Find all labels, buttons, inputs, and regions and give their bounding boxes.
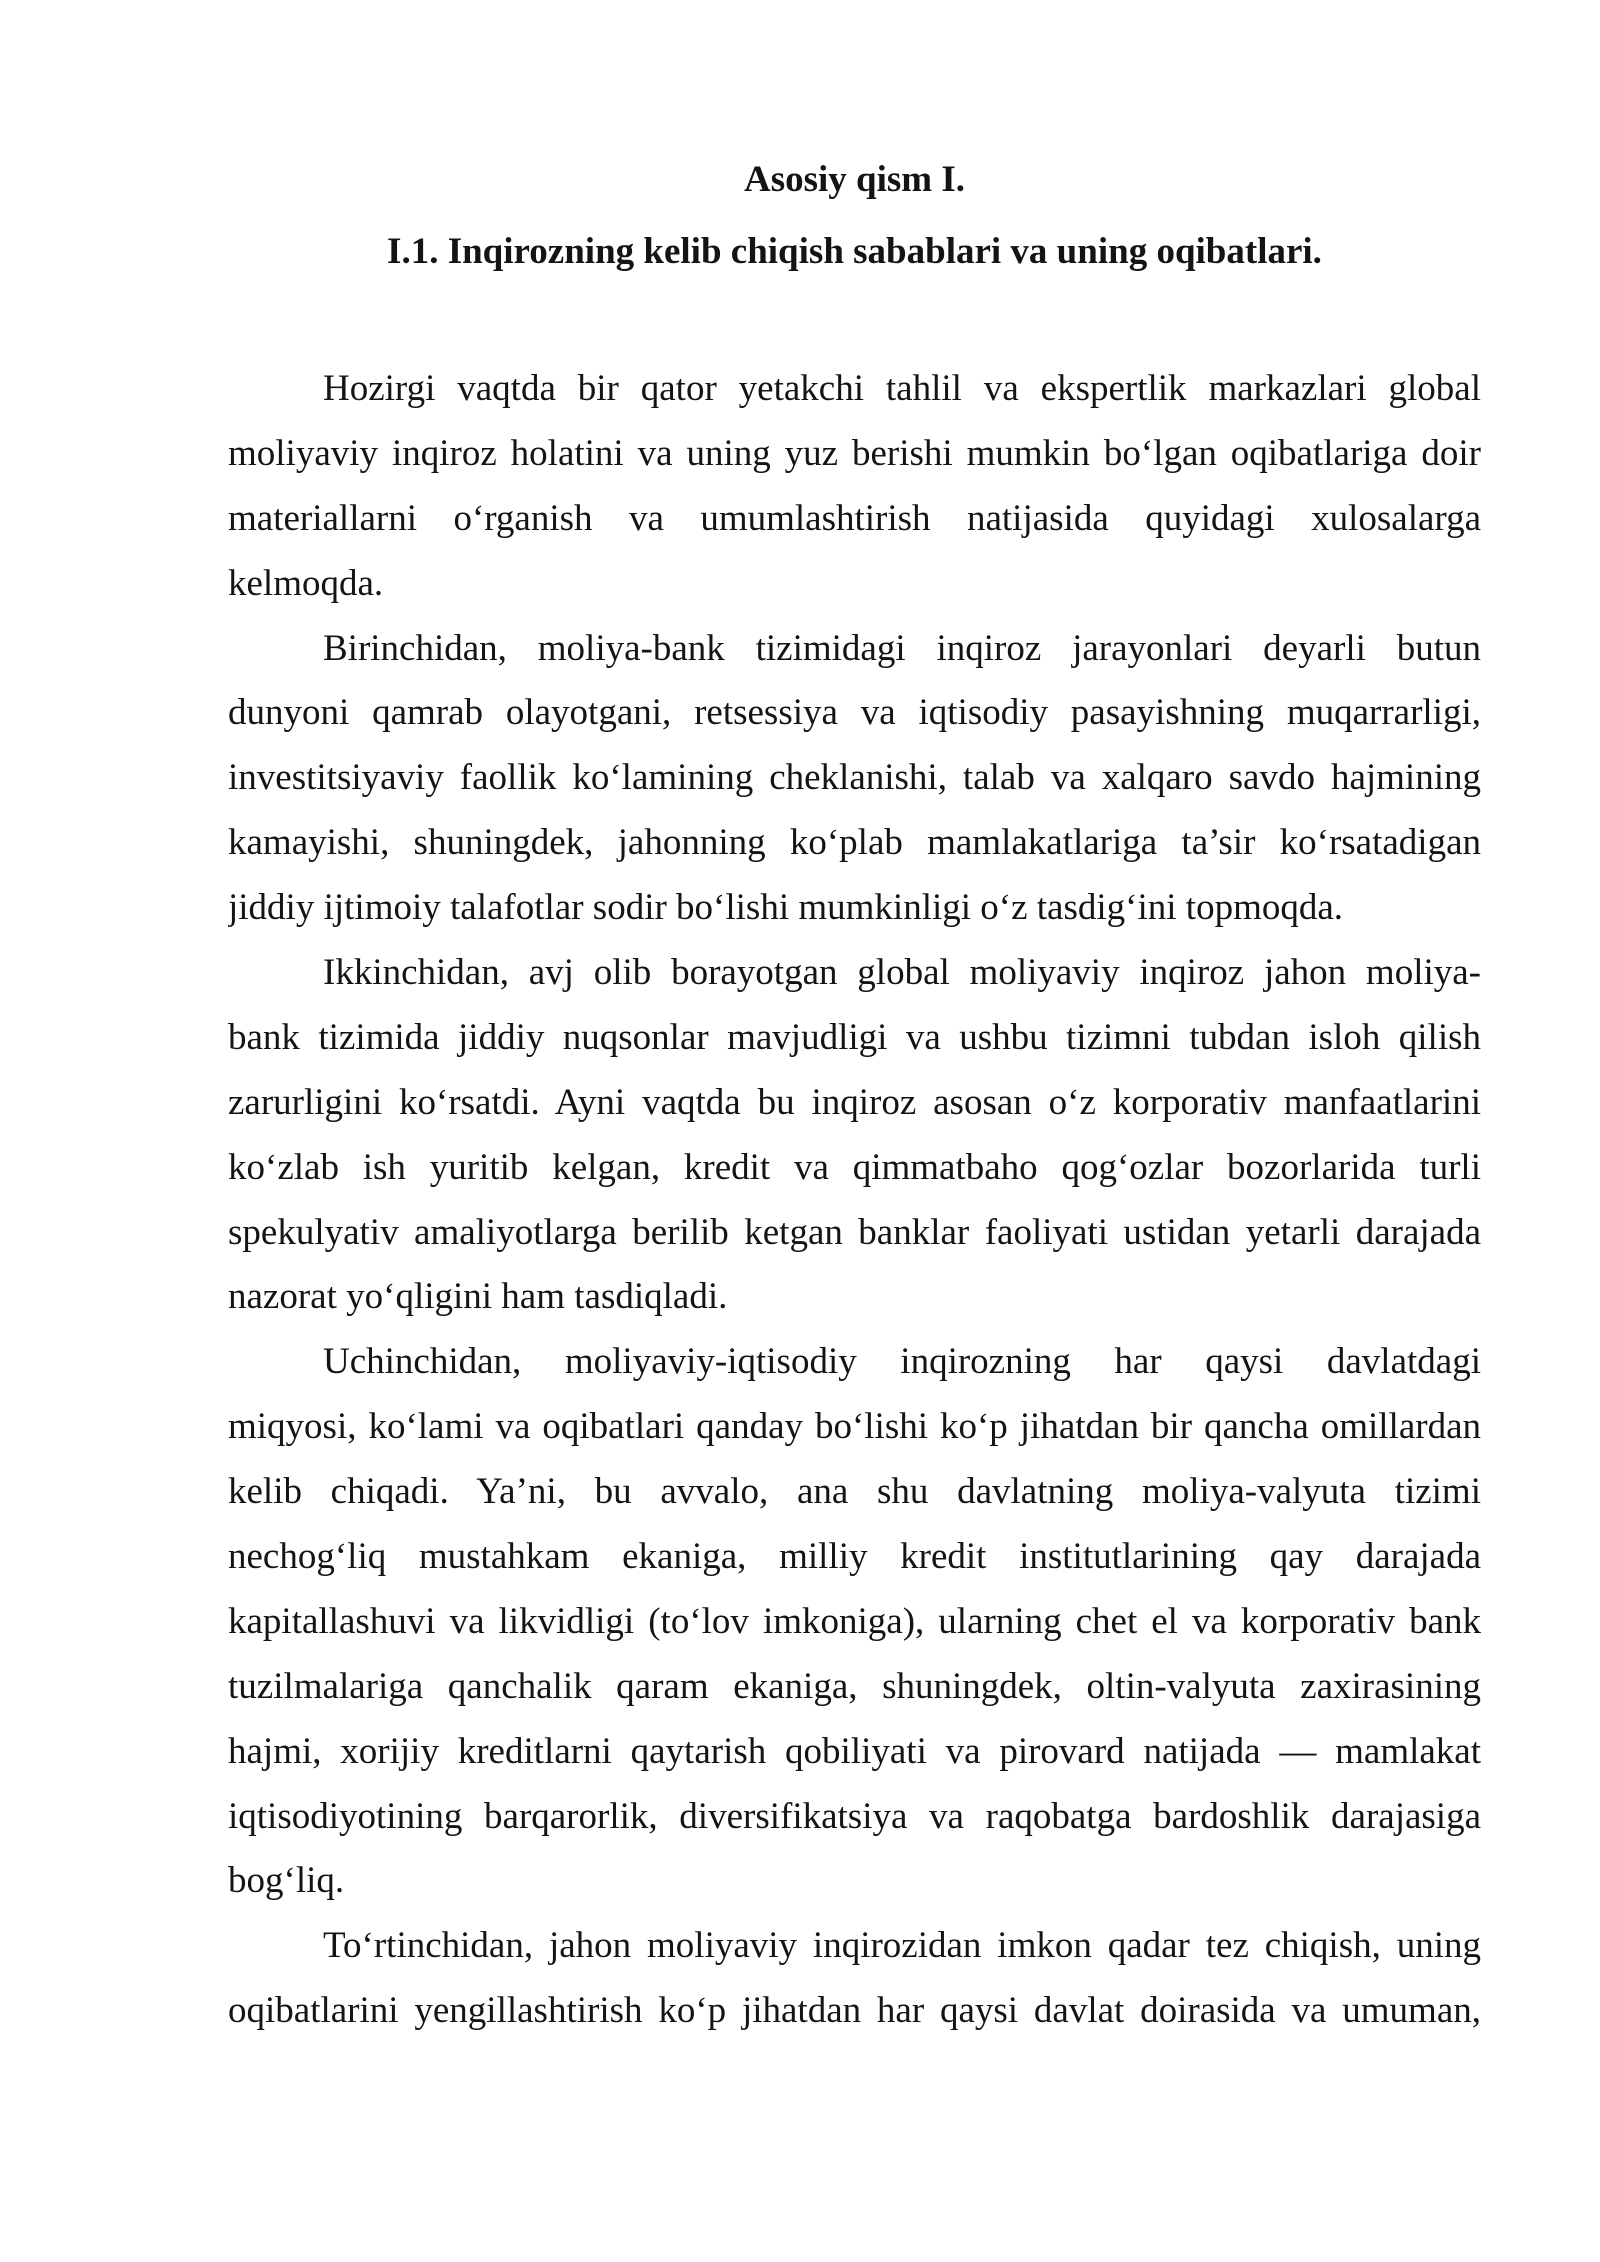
- text-line: miqyosi, ko‘lami va oqibatlari qanday bo‘lishi ko‘p jihatdan bir qancha omillardan: [228, 1406, 1481, 1448]
- paragraph: [228, 617, 1481, 941]
- text-line: bog‘liq.: [228, 1860, 345, 1902]
- text-line: dunyoni qamrab olayotgani, retsessiya va iqtisodiy pasayishning muqarrarligi,: [228, 692, 1481, 734]
- text-line: spekulyativ amaliyotlarga berilib ketgan banklar faoliyati ustidan yetarli darajada: [228, 1211, 1481, 1253]
- text-line: To‘rtinchidan, jahon moliyaviy inqirozidan imkon qadar tez chiqish, uning: [323, 1925, 1481, 1967]
- text-line: kelib chiqadi. Ya’ni, bu avvalo, ana shu davlatning moliya-valyuta tizimi: [228, 1471, 1481, 1513]
- paragraph: [228, 941, 1481, 1330]
- text-line: kelmoqda.: [228, 562, 384, 604]
- section-title: Asosiy qism I.: [743, 159, 966, 200]
- text-line: jiddiy ijtimoiy talafotlar sodir bo‘lishi mumkinligi o‘z tasdig‘ini topmoqda.: [228, 887, 1344, 929]
- text-line: zarurligini ko‘rsatdi. Ayni vaqtda bu inqiroz asosan o‘z korporativ manfaatlarini: [228, 1081, 1481, 1123]
- text-line: investitsiyaviy faollik ko‘lamining cheklanishi, talab va xalqaro savdo hajmining: [228, 757, 1481, 799]
- document-body: [228, 357, 1481, 2044]
- section-subtitle: I.1. Inqirozning kelib chiqish sabablari va uning oqibatlari.: [387, 231, 1322, 272]
- section-heading: [228, 144, 1481, 288]
- text-line: iqtisodiyotining barqarorlik, diversifikatsiya va raqobatga bardoshlik darajasiga: [228, 1795, 1481, 1837]
- text-line: moliyaviy inqiroz holatini va uning yuz berishi mumkin bo‘lgan oqibatlariga doir: [228, 432, 1481, 474]
- text-line: nazorat yo‘qligini ham tasdiqladi.: [228, 1276, 728, 1318]
- text-line: ko‘zlab ish yuritib kelgan, kredit va qimmatbaho qog‘ozlar bozorlarida turli: [228, 1146, 1481, 1188]
- text-line: nechog‘liq mustahkam ekaniga, milliy kredit institutlarining qay darajada: [228, 1536, 1481, 1578]
- text-line: tuzilmalariga qanchalik qaram ekaniga, shuningdek, oltin-valyuta zaxirasining: [228, 1665, 1481, 1707]
- paragraph: [228, 1330, 1481, 1914]
- text-line: Ikkinchidan, avj olib borayotgan global moliyaviy inqiroz jahon moliya-: [323, 952, 1481, 994]
- text-line: oqibatlarini yengillashtirish ko‘p jihatdan har qaysi davlat doirasida va umuman,: [228, 1990, 1481, 2032]
- text-line: Hozirgi vaqtda bir qator yetakchi tahlil va ekspertlik markazlari global: [323, 368, 1481, 409]
- text-line: kapitallashuvi va likvidligi (to‘lov imkoniga), ularning chet el va korporativ bank: [228, 1600, 1481, 1642]
- text-line: hajmi, xorijiy kreditlarni qaytarish qobiliyati va pirovard natijada — mamlakat: [228, 1730, 1481, 1772]
- text-line: bank tizimida jiddiy nuqsonlar mavjudligi va ushbu tizimni tubdan isloh qilish: [228, 1016, 1481, 1058]
- text-line: Uchinchidan, moliyaviy-iqtisodiy inqirozning har qaysi davlatdagi: [323, 1341, 1481, 1383]
- paragraph: [228, 357, 1481, 617]
- text-line: Birinchidan, moliya-bank tizimidagi inqiroz jarayonlari deyarli butun: [323, 627, 1481, 669]
- text-line: kamayishi, shuningdek, jahonning ko‘plab mamlakatlariga ta’sir ko‘rsatadigan: [228, 822, 1481, 864]
- text-line: materiallarni o‘rganish va umumlashtirish natijasida quyidagi xulosalarga: [228, 497, 1481, 539]
- paragraph: [228, 1914, 1481, 2044]
